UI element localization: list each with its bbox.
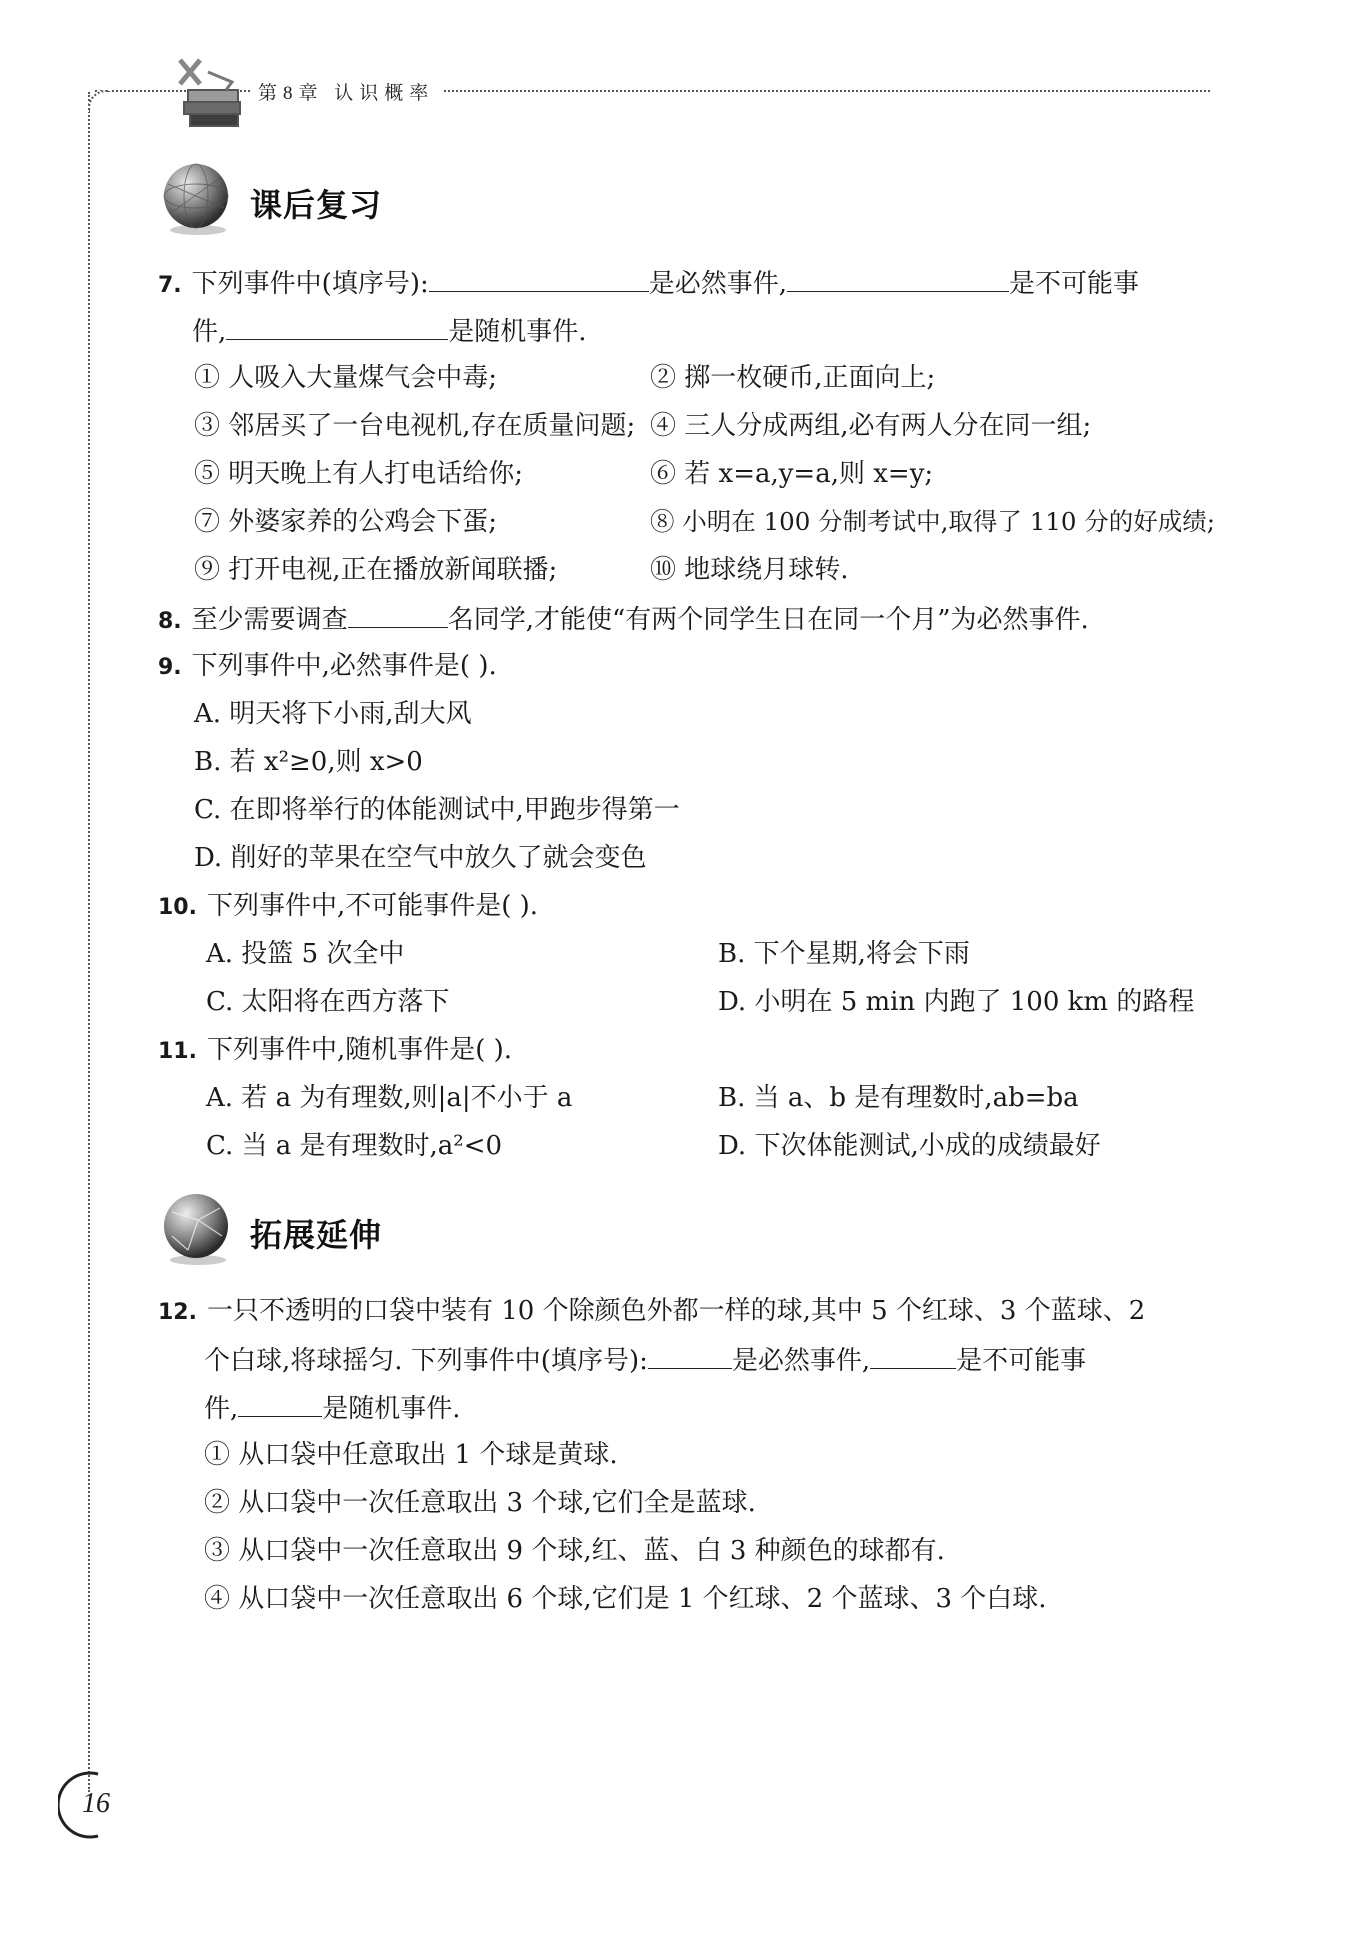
q8-text-b: 名同学,才能使“有两个同学生日在同一个月”为必然事件. [447, 605, 1089, 635]
globe-icon [158, 160, 234, 236]
q7-item: ① 人吸入大量煤气会中毒; [194, 363, 498, 393]
q12-blank-certain[interactable] [648, 1342, 732, 1369]
margin-dotted-rule [88, 92, 90, 1792]
q7-item: ② 掷一枚硬币,正面向上; [650, 363, 936, 393]
header-corner [88, 90, 110, 112]
q8-number: 8. [158, 609, 182, 634]
q11-option[interactable]: C. 当 a 是有理数时,a²<0 [206, 1131, 503, 1161]
q10-number: 10. [158, 895, 197, 920]
q7-item: ⑨ 打开电视,正在播放新闻联播; [194, 555, 558, 585]
q12-text-2c: 是不可能事 [956, 1346, 1087, 1376]
section-title-extend: 拓展延伸 [250, 1216, 383, 1254]
section-extend-header [158, 1190, 658, 1270]
chapter-title: 第8章 认识概率 [250, 78, 442, 105]
globe-icon [158, 1190, 234, 1266]
q7-item: ⑥ 若 x=a,y=a,则 x=y; [650, 459, 934, 489]
q11-option[interactable]: D. 下次体能测试,小成的成绩最好 [718, 1131, 1101, 1161]
q10-option[interactable]: A. 投篮 5 次全中 [206, 939, 405, 969]
q7-text-a: 下列事件中(填序号): [191, 269, 429, 299]
q10-stem-line [158, 889, 538, 925]
q12-number: 12. [158, 1300, 197, 1325]
q7-text-d: 件, [192, 317, 227, 347]
page-number: 16 [82, 1788, 110, 1819]
q12-item: ③ 从口袋中一次任意取出 9 个球,红、蓝、白 3 种颜色的球都有. [204, 1536, 945, 1566]
q7-item: ③ 邻居买了一台电视机,存在质量问题; [194, 411, 636, 441]
q10-option[interactable]: B. 下个星期,将会下雨 [718, 939, 970, 969]
q10-option[interactable]: D. 小明在 5 min 内跑了 100 km 的路程 [718, 987, 1195, 1017]
q8-text-a: 至少需要调查 [191, 605, 348, 635]
q7-blank-random[interactable] [226, 313, 448, 340]
q9-option[interactable]: C. 在即将举行的体能测试中,甲跑步得第一 [194, 795, 680, 825]
q12-text-3a: 件, [204, 1394, 239, 1424]
q7-item: ⑩ 地球绕月球转. [650, 555, 849, 585]
q7-blank-certain[interactable] [429, 265, 649, 292]
q12-blank-random[interactable] [238, 1390, 322, 1417]
q7-item: ⑦ 外婆家养的公鸡会下蛋; [194, 507, 498, 537]
q11-stem: 下列事件中,随机事件是( ). [206, 1035, 513, 1065]
q10-stem: 下列事件中,不可能事件是( ). [206, 891, 539, 921]
book-stack-logo-icon [150, 52, 260, 130]
q11-option[interactable]: B. 当 a、b 是有理数时,ab=ba [718, 1083, 1079, 1113]
q7-item: ⑤ 明天晚上有人打电话给你; [194, 459, 524, 489]
q12-text-1: 一只不透明的口袋中装有 10 个除颜色外都一样的球,其中 5 个红球、3 个蓝球、2 [206, 1296, 1146, 1326]
q7-item: ⑧ 小明在 100 分制考试中,取得了 110 分的好成绩; [650, 507, 1216, 536]
q9-stem-line [158, 649, 497, 685]
q9-option[interactable]: A. 明天将下小雨,刮大风 [194, 699, 472, 729]
q7-text-c: 是不可能事 [1009, 269, 1140, 299]
q9-stem: 下列事件中,必然事件是( ). [191, 651, 497, 681]
q7-line1 [158, 265, 1139, 303]
q8-line [158, 601, 1089, 639]
q9-number: 9. [158, 655, 182, 680]
q12-line2 [204, 1342, 1086, 1378]
q12-text-3b: 是随机事件. [322, 1394, 461, 1424]
q12-line1 [158, 1294, 1145, 1330]
q9-option[interactable]: B. 若 x²≥0,则 x>0 [194, 747, 423, 777]
q7-number: 7. [158, 273, 182, 298]
q12-text-2a: 个白球,将球摇匀. 下列事件中(填序号): [204, 1346, 648, 1376]
q7-item: ④ 三人分成两组,必有两人分在同一组; [650, 411, 1092, 441]
section-review-header [158, 160, 658, 240]
q12-item: ② 从口袋中一次任意取出 3 个球,它们全是蓝球. [204, 1488, 756, 1518]
q7-blank-impossible[interactable] [787, 265, 1009, 292]
q12-line3 [204, 1390, 461, 1426]
q12-blank-impossible[interactable] [870, 1342, 956, 1369]
q8-blank[interactable] [348, 601, 448, 628]
q11-option[interactable]: A. 若 a 为有理数,则|a|不小于 a [206, 1083, 573, 1113]
q11-stem-line [158, 1033, 512, 1069]
q12-text-2b: 是必然事件, [731, 1346, 871, 1376]
q10-option[interactable]: C. 太阳将在西方落下 [206, 987, 450, 1017]
q12-item: ④ 从口袋中一次任意取出 6 个球,它们是 1 个红球、2 个蓝球、3 个白球. [204, 1584, 1047, 1614]
q12-item: ① 从口袋中任意取出 1 个球是黄球. [204, 1440, 618, 1470]
q7-text-b: 是必然事件, [648, 269, 787, 299]
q7-text-e: 是随机事件. [448, 317, 587, 347]
section-title-review: 课后复习 [250, 186, 383, 224]
q9-option[interactable]: D. 削好的苹果在空气中放久了就会变色 [194, 843, 647, 873]
q11-number: 11. [158, 1039, 197, 1064]
q7-line2 [192, 313, 587, 349]
page-number-badge [58, 1770, 128, 1840]
